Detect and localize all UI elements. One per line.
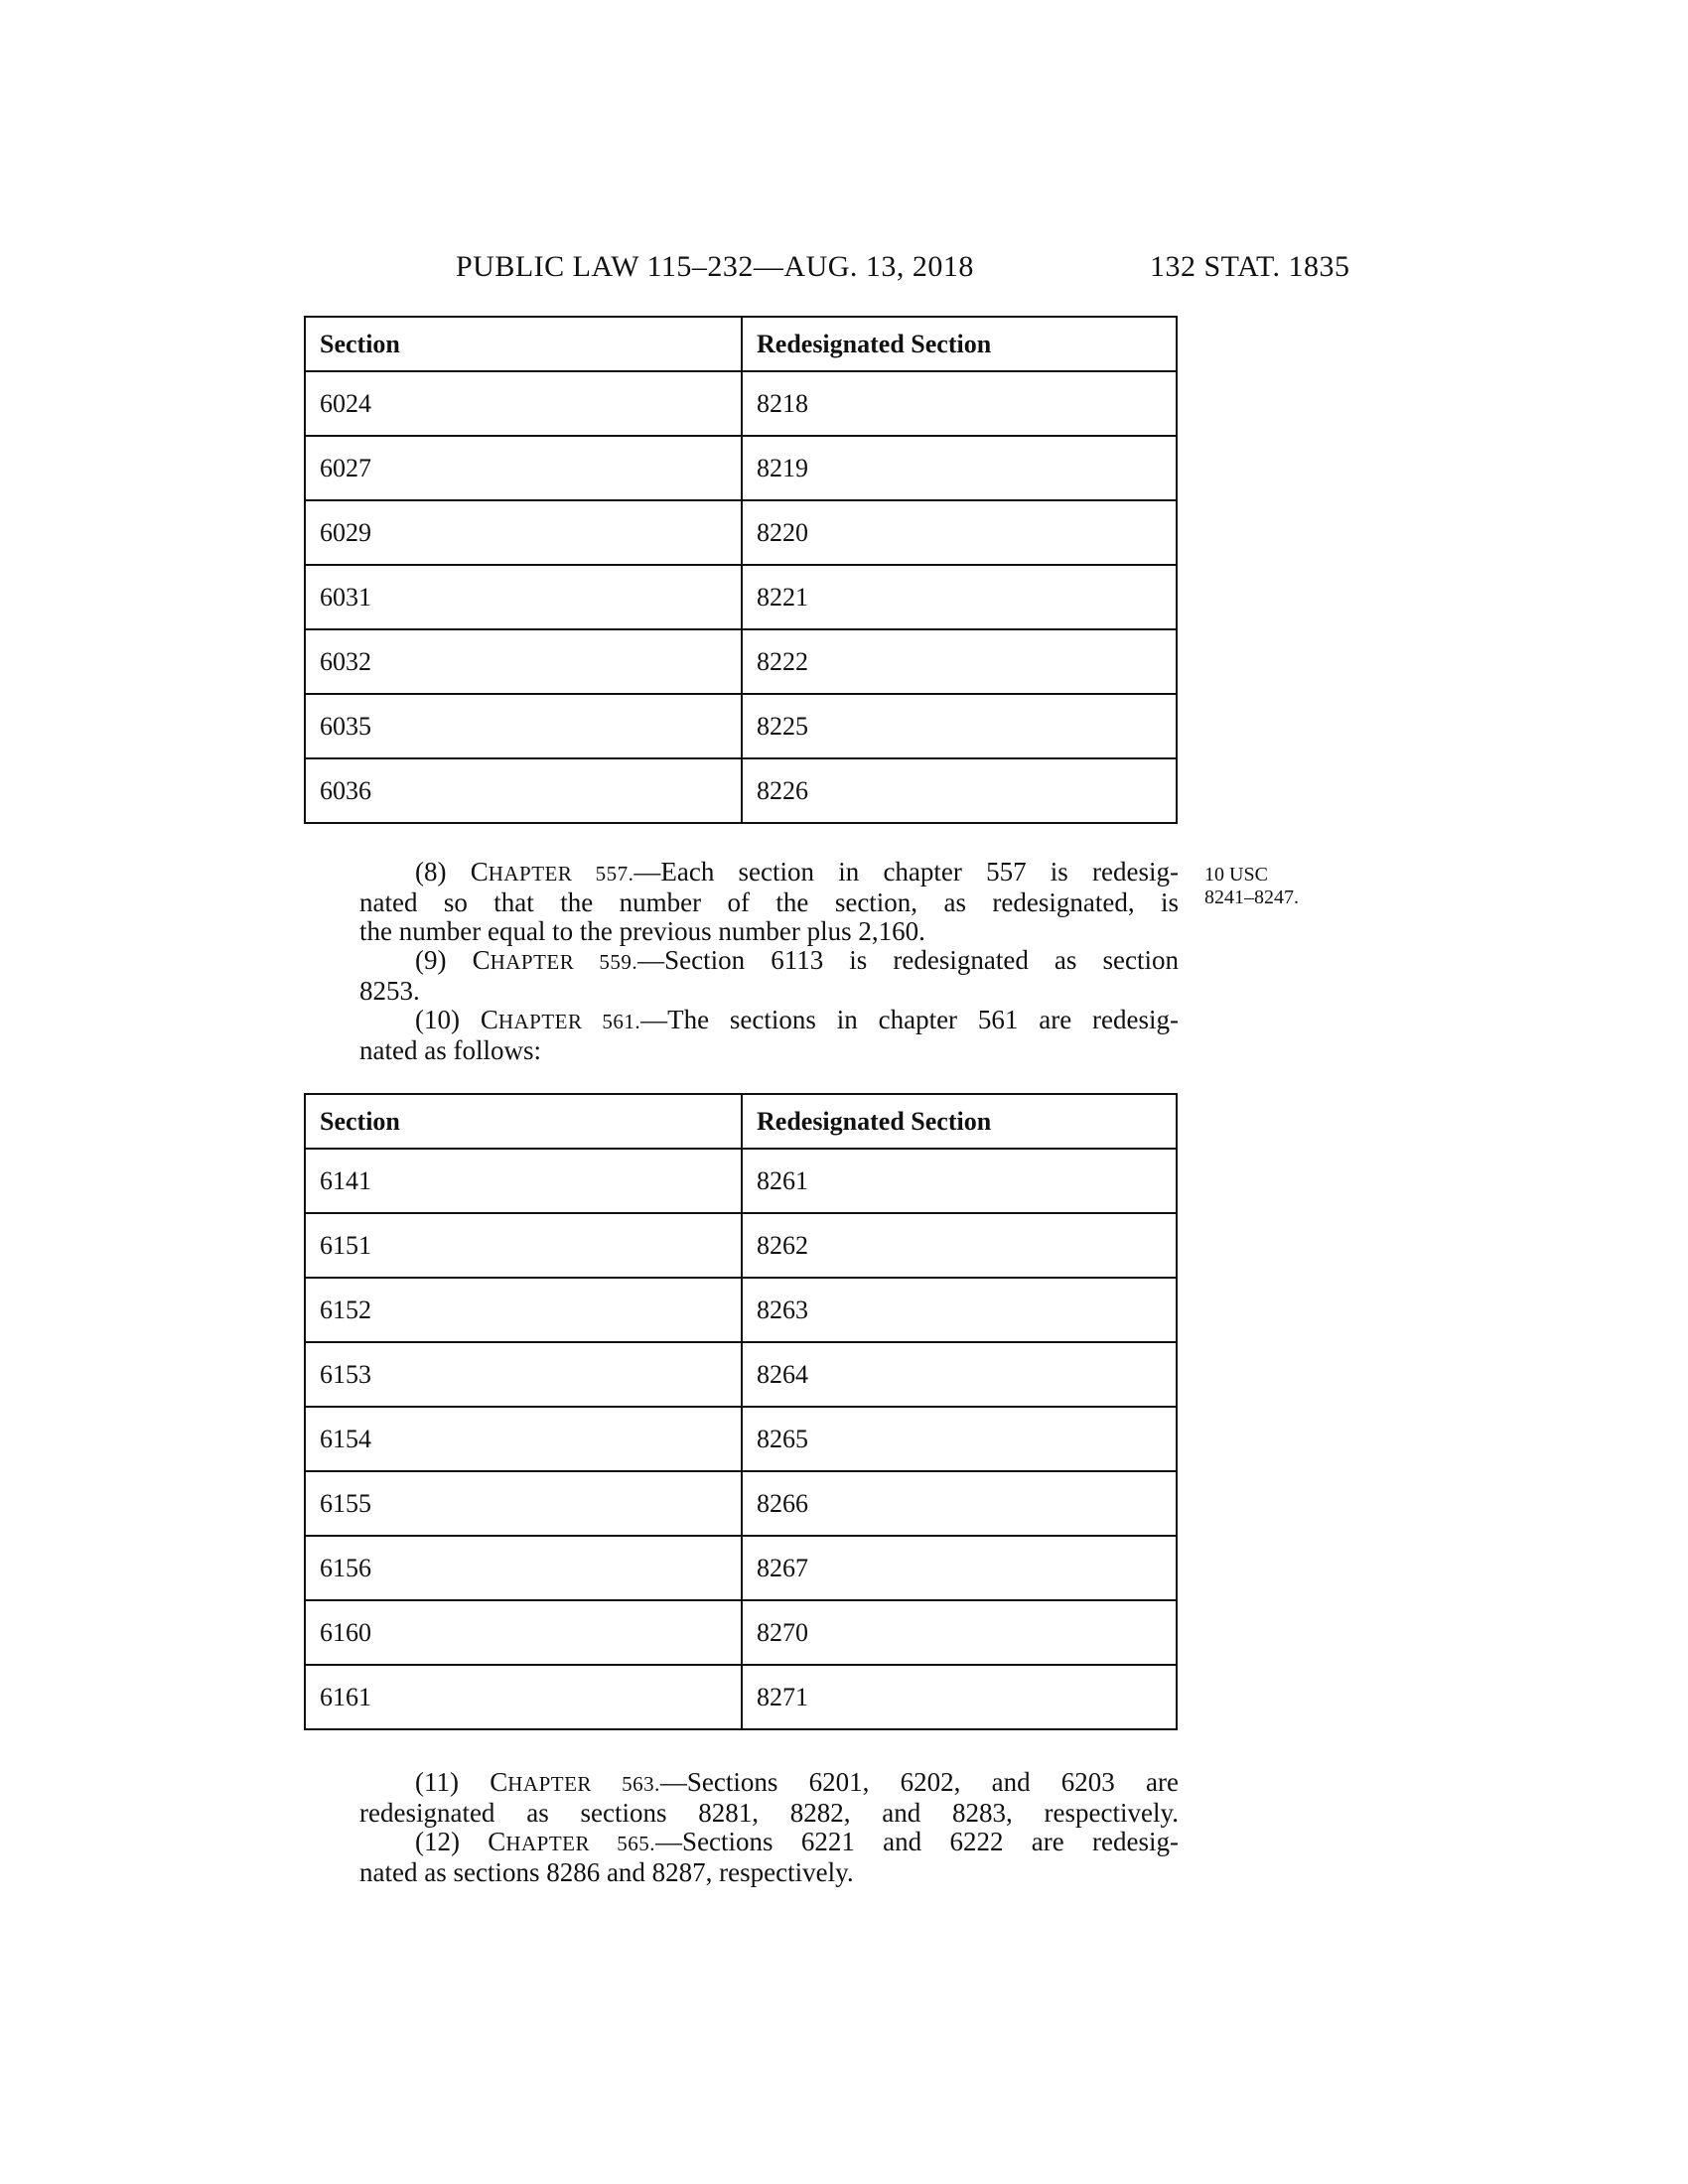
para8-line3: the number equal to the previous number plus 2,160.	[359, 916, 925, 946]
para10-line2: nated as follows:	[359, 1035, 541, 1065]
para8-line1: (8) CHAPTER 557.—Each section in chapter 557 is redesig-	[415, 857, 1179, 887]
page-header-title: PUBLIC LAW 115–232—AUG. 13, 2018	[456, 250, 974, 283]
paragraphs-8-to-10	[359, 858, 1179, 1065]
cell-redesignated: 8226	[742, 758, 1177, 823]
cell-section: 6029	[305, 500, 742, 565]
cell-redesignated: 8266	[742, 1471, 1177, 1536]
para11-line2: redesignated as sections 8281, 8282, and 8283, respectively.	[359, 1798, 1179, 1828]
paragraphs-11-to-12	[359, 1768, 1179, 1887]
table-row	[305, 1407, 1177, 1471]
cell-section: 6031	[305, 565, 742, 629]
cell-section: 6154	[305, 1407, 742, 1471]
cell-redesignated: 8222	[742, 629, 1177, 694]
table-row	[305, 1536, 1177, 1600]
table-row	[305, 629, 1177, 694]
para11-line1: (11) CHAPTER 563.—Sections 6201, 6202, and 6203 are	[415, 1767, 1179, 1797]
column-header-redesignated: Redesignated Section	[742, 1094, 1177, 1149]
table-row	[305, 1342, 1177, 1407]
cell-redesignated: 8262	[742, 1213, 1177, 1278]
table-row	[305, 758, 1177, 823]
table-row	[305, 1600, 1177, 1665]
margin-citation-note	[1204, 864, 1299, 909]
cell-section: 6151	[305, 1213, 742, 1278]
cell-section: 6155	[305, 1471, 742, 1536]
cell-redesignated: 8218	[742, 371, 1177, 436]
para12-line2: nated as sections 8286 and 8287, respectively.	[359, 1857, 854, 1887]
cell-section: 6141	[305, 1149, 742, 1213]
margin-note-line2: 8241–8247.	[1204, 887, 1299, 908]
table-row	[305, 500, 1177, 565]
column-header-redesignated: Redesignated Section	[742, 317, 1177, 371]
cell-redesignated: 8265	[742, 1407, 1177, 1471]
cell-redesignated: 8263	[742, 1278, 1177, 1342]
cell-section: 6024	[305, 371, 742, 436]
column-header-section: Section	[305, 317, 742, 371]
table-row	[305, 436, 1177, 500]
table-row	[305, 1471, 1177, 1536]
cell-redesignated: 8267	[742, 1536, 1177, 1600]
cell-redesignated: 8271	[742, 1665, 1177, 1729]
cell-redesignated: 8220	[742, 500, 1177, 565]
cell-redesignated: 8261	[742, 1149, 1177, 1213]
cell-section: 6032	[305, 629, 742, 694]
cell-section: 6152	[305, 1278, 742, 1342]
redesignation-table-1	[304, 316, 1178, 824]
cell-redesignated: 8225	[742, 694, 1177, 758]
para9-line1: (9) CHAPTER 559.—Section 6113 is redesignated as section	[415, 945, 1179, 975]
cell-section: 6027	[305, 436, 742, 500]
cell-redesignated: 8219	[742, 436, 1177, 500]
cell-redesignated: 8264	[742, 1342, 1177, 1407]
para10-line1: (10) CHAPTER 561.—The sections in chapter 561 are redesig-	[415, 1005, 1179, 1034]
table-row	[305, 1278, 1177, 1342]
table-header-row	[305, 317, 1177, 371]
cell-section: 6035	[305, 694, 742, 758]
cell-section: 6161	[305, 1665, 742, 1729]
para8-line2: nated so that the number of the section, as redesignated, is	[359, 887, 1179, 917]
cell-section: 6153	[305, 1342, 742, 1407]
table-row	[305, 1665, 1177, 1729]
table-row	[305, 694, 1177, 758]
table-row	[305, 371, 1177, 436]
cell-redesignated: 8270	[742, 1600, 1177, 1665]
cell-section: 6160	[305, 1600, 742, 1665]
table-row	[305, 1149, 1177, 1213]
para9-line2: 8253.	[359, 976, 420, 1006]
page-header-stat: 132 STAT. 1835	[1150, 250, 1350, 283]
cell-section: 6156	[305, 1536, 742, 1600]
cell-section: 6036	[305, 758, 742, 823]
redesignation-table-2	[304, 1093, 1178, 1730]
margin-note-line1: 10 USC	[1204, 864, 1268, 886]
table-row	[305, 565, 1177, 629]
column-header-section: Section	[305, 1094, 742, 1149]
cell-redesignated: 8221	[742, 565, 1177, 629]
table-row	[305, 1213, 1177, 1278]
para12-line1: (12) CHAPTER 565.—Sections 6221 and 6222 are redesig-	[415, 1827, 1179, 1856]
table-header-row	[305, 1094, 1177, 1149]
